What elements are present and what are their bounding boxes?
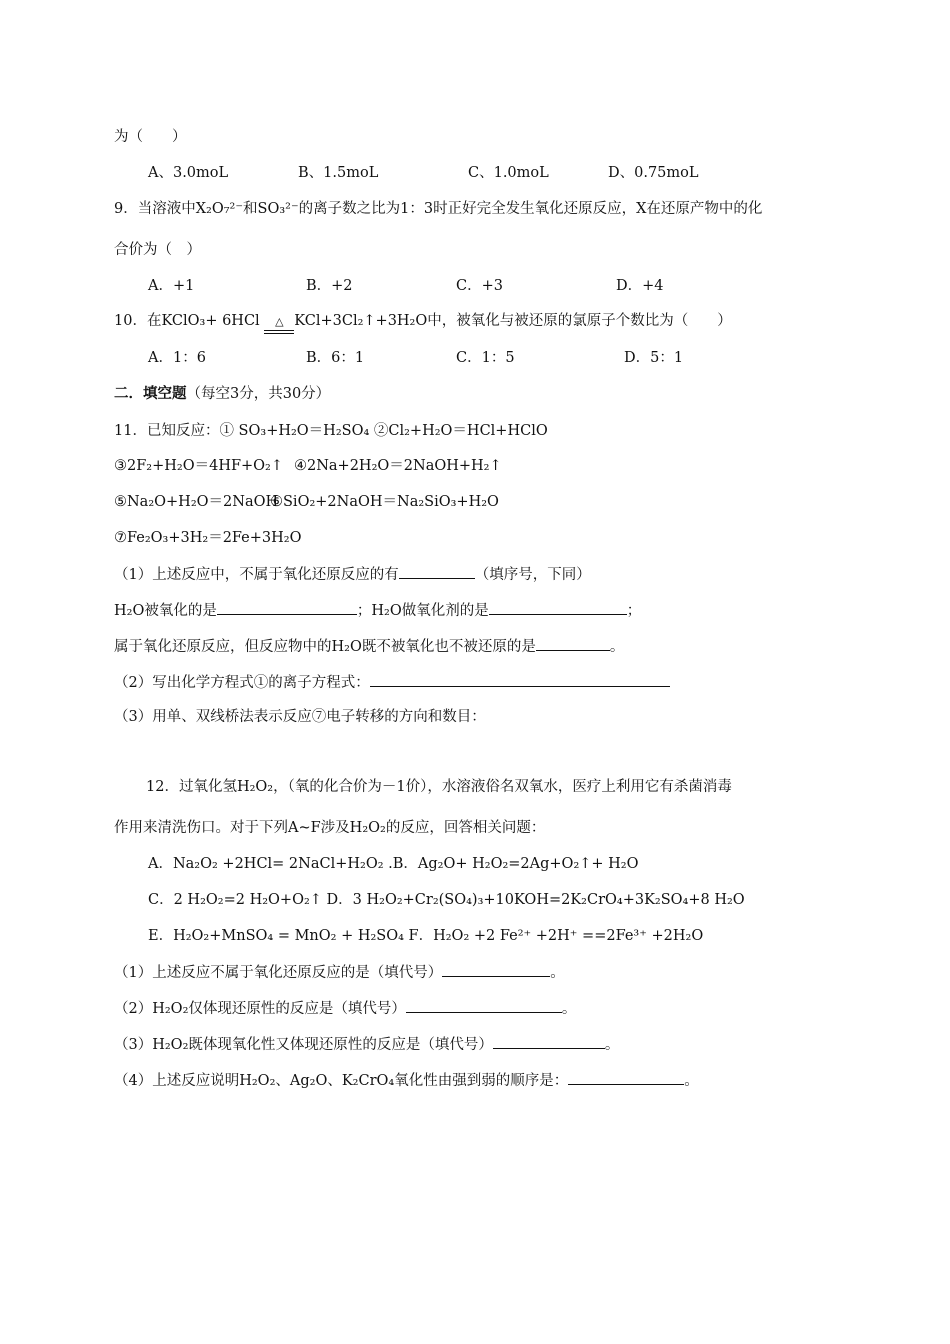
q11-part2 xyxy=(114,672,670,693)
q8-option-c: C、1.0moL xyxy=(468,165,549,181)
q9-options xyxy=(148,276,664,296)
q11-reaction-5: ⑤Na₂O+H₂O＝2NaOH xyxy=(114,494,279,510)
q12-part4-blank[interactable] xyxy=(568,1070,684,1085)
q11-part1-tail: （填序号，下同） xyxy=(474,567,591,583)
section2-title: 二．填空题 xyxy=(114,385,187,402)
q10-option-c: C．1：5 xyxy=(456,350,515,366)
q12-part4-text: （4）上述反应说明H₂O₂、Ag₂O、K₂CrO₄氧化性由强到弱的顺序是： xyxy=(114,1073,569,1089)
q11-reaction-4: ④2Na+2H₂O＝2NaOH+H₂↑ xyxy=(294,458,502,474)
q11-oxidant-blank[interactable] xyxy=(489,600,627,615)
q12-line1: 12．过氧化氢H₂O₂，（氧的化合价为－1价），水溶液俗名双氧水，医疗上利用它有杀菌消毒 xyxy=(146,779,732,795)
q12-part2 xyxy=(114,998,576,1019)
q10-options xyxy=(148,348,683,368)
q12-part3-blank[interactable] xyxy=(493,1034,605,1049)
q11-part1b xyxy=(114,600,641,621)
q11-part2-text: （2）写出化学方程式①的离子方程式： xyxy=(114,675,370,691)
q11-oxidant-label: ；H₂O做氧化剂的是 xyxy=(356,603,489,619)
q9-option-b: B．+2 xyxy=(306,278,353,294)
q12-part3-text: （3）H₂O₂既体现氧化性又体现还原性的反应是（填代号） xyxy=(114,1037,493,1053)
heat-triangle: △ xyxy=(275,315,284,328)
q11-reaction-3: ③2F₂+H₂O＝4HF+O₂↑ xyxy=(114,458,284,474)
q8-tail: 为（ ） xyxy=(114,129,187,145)
q11-line2 xyxy=(114,456,502,476)
q10-stem-pre: 10．在KClO₃+ 6HCl xyxy=(114,313,265,329)
q11-line1: 11．已知反应：① SO₃+H₂O＝H₂SO₄ ②Cl₂+H₂O＝HCl+HClO xyxy=(114,423,548,439)
q11-reaction-6: ⑥SiO₂+2NaOH＝Na₂SiO₃+H₂O xyxy=(270,494,499,510)
q10-stem-post: KCl+3Cl₂↑+3H₂O中，被氧化与被还原的氯原子个数比为（ ） xyxy=(294,313,732,329)
q11-oxidized-label: H₂O被氧化的是 xyxy=(114,603,217,619)
q9-option-d: D．+4 xyxy=(616,278,664,294)
q8-option-d: D、0.75moL xyxy=(608,165,699,181)
q11-part1c-text: 属于氧化还原反应，但反应物中的H₂O既不被氧化也不被还原的是 xyxy=(114,639,536,655)
q10-option-d: D．5：1 xyxy=(624,350,684,366)
q9-stem-line1: 9．当溶液中X₂O₇²⁻和SO₃²⁻的离子数之比为1：3时正好完全发生氧化还原反应，X在还原产物中的化 xyxy=(114,201,763,217)
q12-part2-blank[interactable] xyxy=(406,998,562,1013)
q10-option-a: A．1：6 xyxy=(148,350,206,366)
q12-reactions-ab: A．Na₂O₂ +2HCl= 2NaCl+H₂O₂ .B．Ag₂O+ H₂O₂=2Ag+O₂↑+ H₂O xyxy=(148,856,639,872)
q12-part1-text: （1）上述反应不属于氧化还原反应的是（填代号） xyxy=(114,965,443,981)
q11-part1c xyxy=(114,636,624,657)
q11-part1-blank[interactable] xyxy=(399,564,475,579)
q11-part1 xyxy=(114,564,591,585)
q9-option-a: A．+1 xyxy=(148,278,195,294)
q12-line2: 作用来清洗伤口。对于下列A~F涉及H₂O₂的反应，回答相关问题： xyxy=(114,820,546,836)
q12-reactions-ef: E．H₂O₂+MnSO₄ = MnO₂ + H₂SO₄ F．H₂O₂ +2 Fe²⁺ +2H⁺ ==2Fe³⁺ +2H₂O xyxy=(148,928,704,944)
q11-line3 xyxy=(114,492,499,512)
q10-option-b: B．6：1 xyxy=(306,350,365,366)
q11-part1b-semicolon: ； xyxy=(626,603,642,619)
section2-note: （每空3分，共30分） xyxy=(186,386,331,402)
q12-part2-text: （2）H₂O₂仅体现还原性的反应是（填代号） xyxy=(114,1001,406,1017)
q12-part1-blank[interactable] xyxy=(442,962,550,977)
q11-part1c-end: 。 xyxy=(609,639,625,655)
q12-part4 xyxy=(114,1070,699,1091)
q11-oxidized-blank[interactable] xyxy=(217,600,357,615)
heat-condition-icon xyxy=(264,312,294,334)
q12-reactions-cd: C．2 H₂O₂=2 H₂O+O₂↑ D．3 H₂O₂+Cr₂(SO₄)₃+10KOH=2K₂CrO₄+3K₂SO₄+8 H₂O xyxy=(148,892,745,908)
section2-heading xyxy=(114,384,330,404)
q10-stem xyxy=(114,311,732,334)
heat-equals-bar xyxy=(264,330,294,334)
q11-part3: （3）用单、双线桥法表示反应⑦电子转移的方向和数目： xyxy=(114,709,486,725)
q12-part2-end: 。 xyxy=(561,1001,577,1017)
q9-stem-line2: 合价为（ ） xyxy=(114,242,201,258)
q11-part1-text: （1）上述反应中，不属于氧化还原反应的有 xyxy=(114,567,399,583)
q8-option-a: A、3.0moL xyxy=(148,165,229,181)
q9-option-c: C．+3 xyxy=(456,278,503,294)
q12-part3 xyxy=(114,1034,619,1055)
q12-part1-end: 。 xyxy=(550,965,565,981)
q12-part3-end: 。 xyxy=(604,1037,620,1053)
q12-part4-end: 。 xyxy=(684,1073,699,1089)
q8-option-b: B、1.5moL xyxy=(298,165,379,181)
q11-part1c-blank[interactable] xyxy=(536,636,610,651)
q11-part2-blank[interactable] xyxy=(370,672,670,687)
q11-reaction-7: ⑦Fe₂O₃+3H₂＝2Fe+3H₂O xyxy=(114,530,302,546)
q12-part1 xyxy=(114,962,565,983)
q8-options xyxy=(148,163,699,183)
